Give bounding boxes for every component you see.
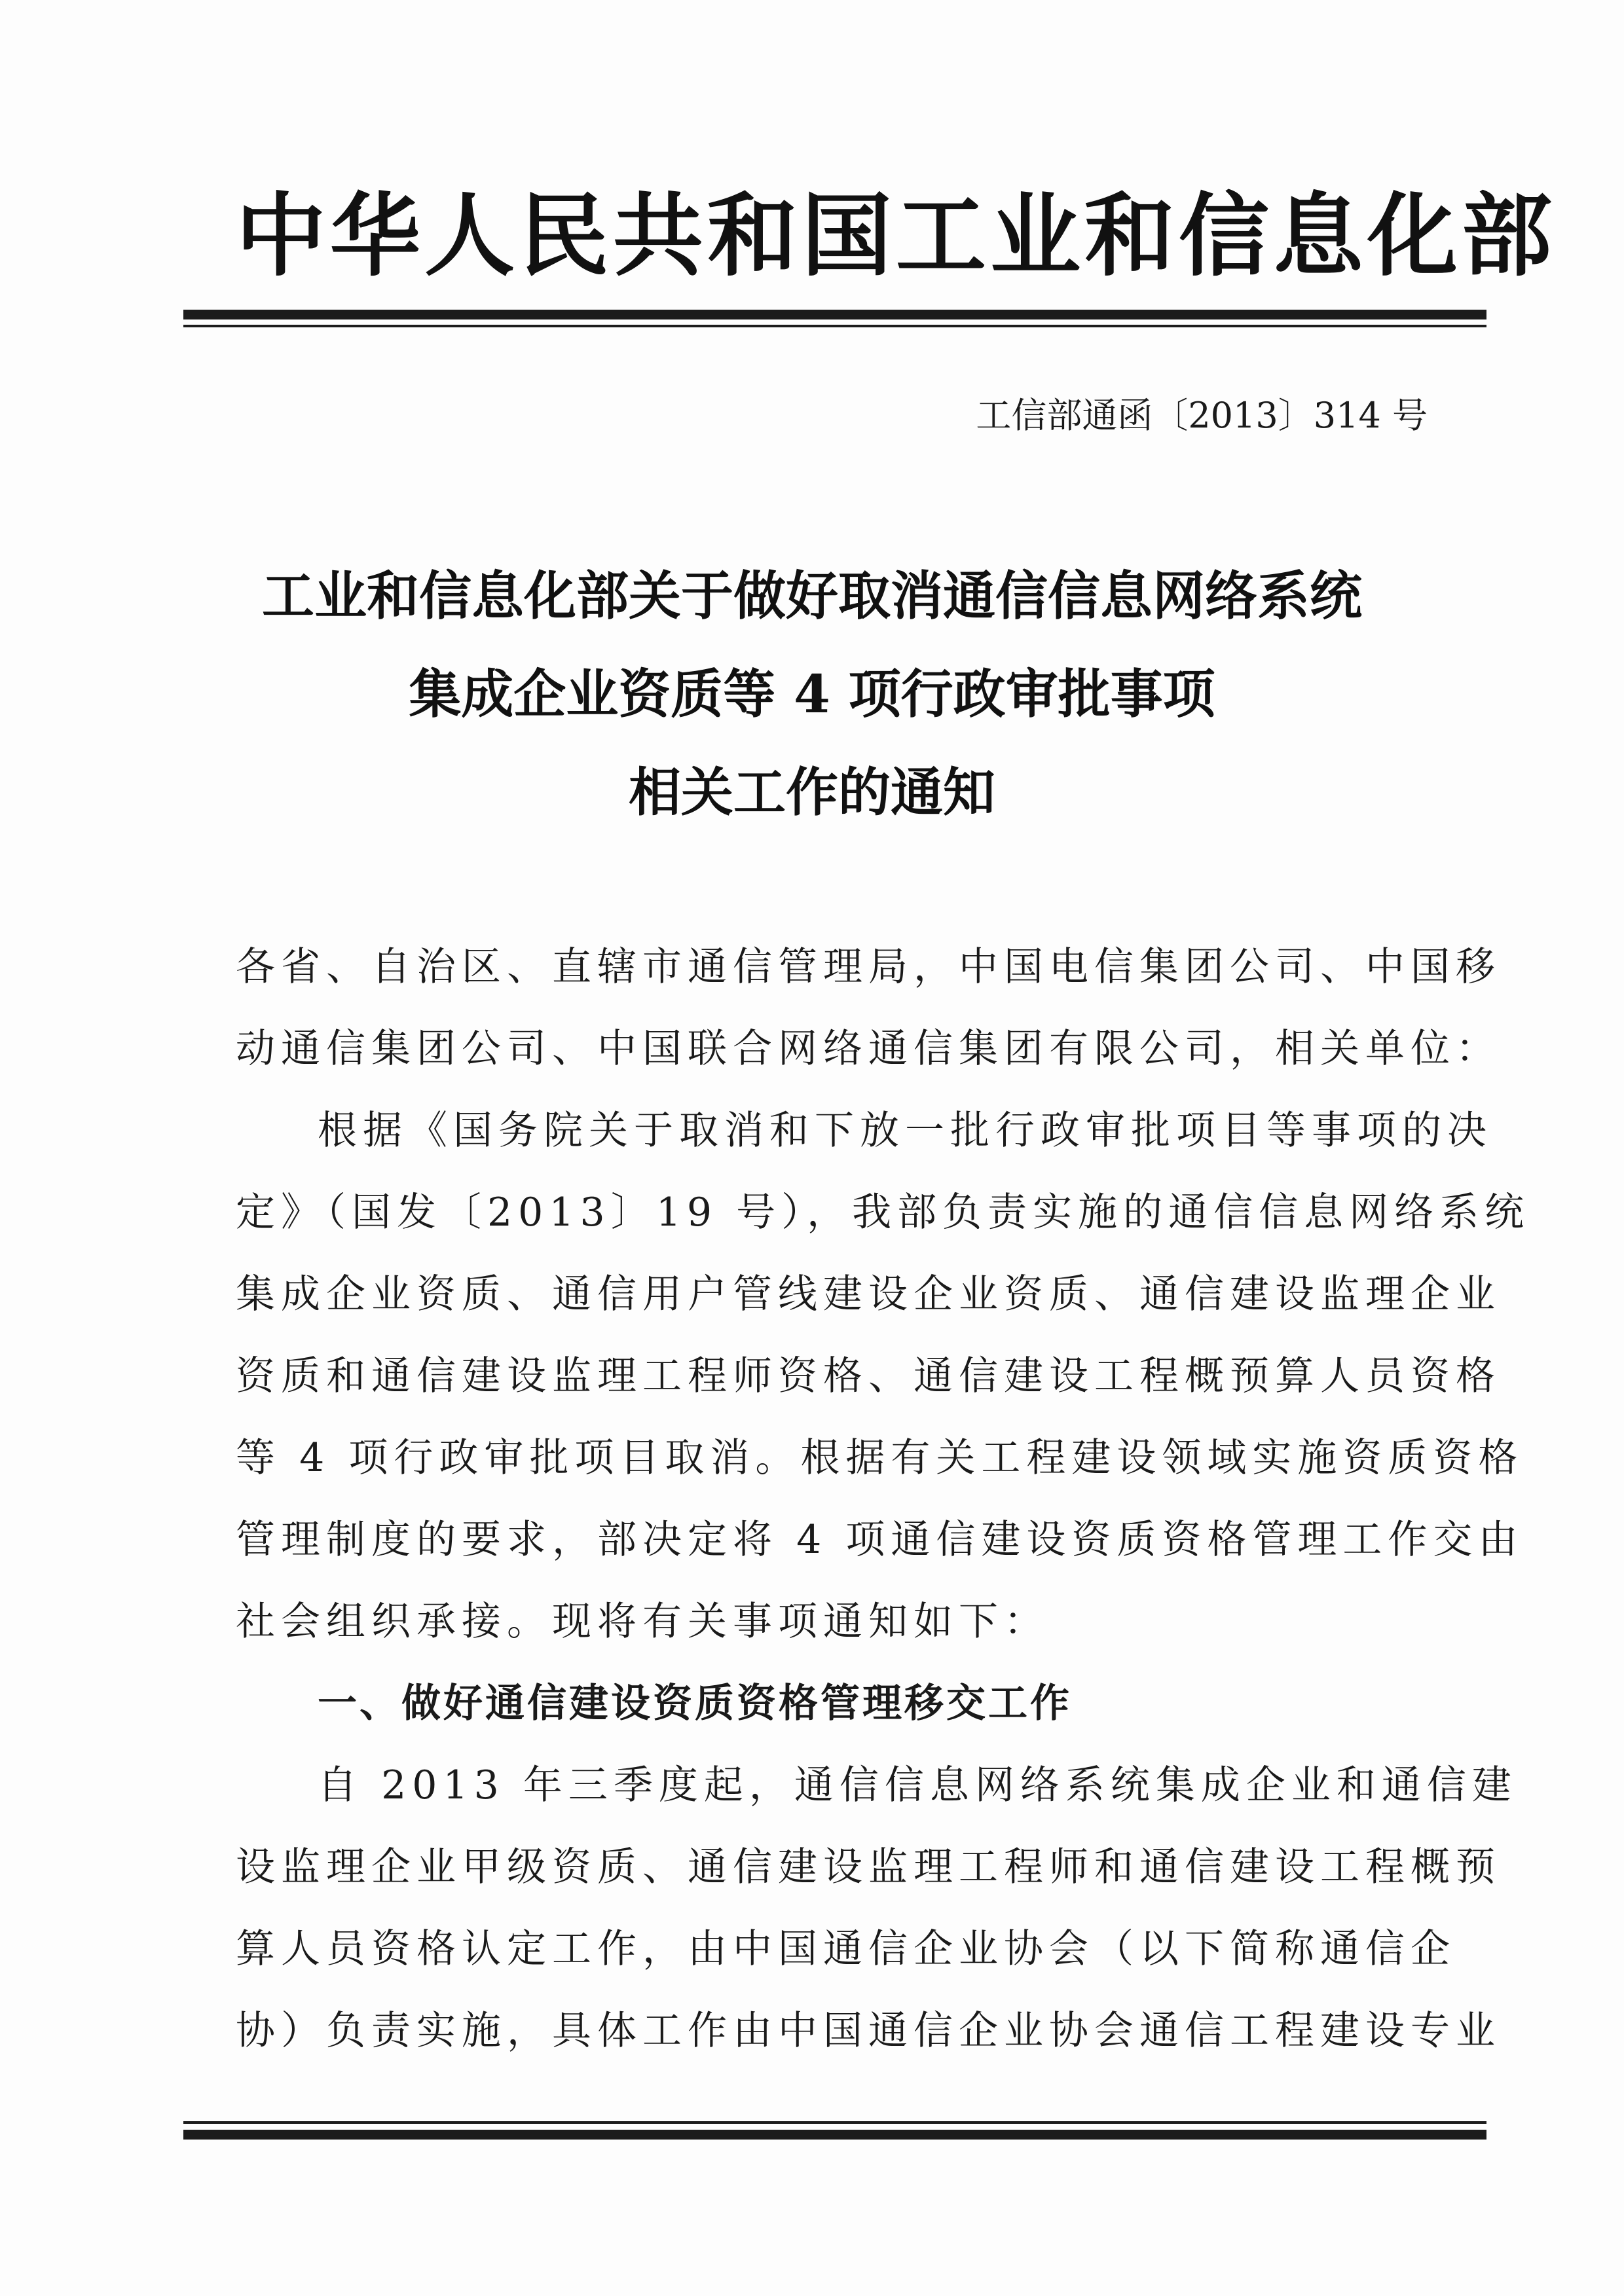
letterhead-org-name: 中华人民共和国工业和信息化部 (236, 182, 1557, 289)
title-line: 工业和信息化部关于做好取消通信信息网络系统 (262, 565, 1362, 627)
addressee-line: 各省、自治区、直辖市通信管理局，中国电信集团公司、中国移 (236, 944, 1501, 990)
paragraph-line: 设监理企业甲级资质、通信建设监理工程师和通信建设工程概预 (236, 1844, 1501, 1890)
paragraph-line: 社会组织承接。现将有关事项通知如下： (236, 1599, 1049, 1645)
title-line: 集成企业资质等 4 项行政审批事项 (409, 663, 1215, 725)
paragraph-line: 根据《国务院关于取消和下放一批行政审批项目等事项的决 (318, 1108, 1492, 1154)
addressee-line: 动通信集团公司、中国联合网络通信集团有限公司，相关单位： (236, 1026, 1501, 1072)
paragraph-line: 自 2013 年三季度起，通信信息网络系统集成企业和通信建 (318, 1762, 1517, 1808)
paragraph-line: 集成企业资质、通信用户管线建设企业资质、通信建设监理企业 (236, 1271, 1501, 1317)
document-body (236, 926, 1530, 2072)
footer-rule-thick (183, 2130, 1486, 2140)
paragraph-line: 等 4 项行政审批项目取消。根据有关工程建设领域实施资质资格 (236, 1435, 1524, 1481)
title-line: 相关工作的通知 (629, 761, 995, 823)
paragraph-line: 定》（国发〔2013〕19 号），我部负责实施的通信信息网络系统 (236, 1190, 1530, 1235)
letterhead-rule-thin (183, 325, 1486, 327)
paragraph-line: 算人员资格认定工作，由中国通信企业协会（以下简称通信企 (236, 1926, 1456, 1972)
footer-rule-thin (183, 2121, 1486, 2124)
document-title (196, 547, 1428, 841)
document-number: 工信部通函〔2013〕314 号 (976, 395, 1428, 436)
letterhead-rule-thick (183, 310, 1486, 319)
paragraph-line: 资质和通信建设监理工程师资格、通信建设工程概预算人员资格 (236, 1353, 1501, 1399)
paragraph-line: 管理制度的要求，部决定将 4 项通信建设资质资格管理工作交由 (236, 1517, 1524, 1563)
section-heading: 一、做好通信建设资质资格管理移交工作 (318, 1681, 1072, 1726)
paragraph-line: 协）负责实施，具体工作由中国通信企业协会通信工程建设专业 (236, 2008, 1501, 2054)
